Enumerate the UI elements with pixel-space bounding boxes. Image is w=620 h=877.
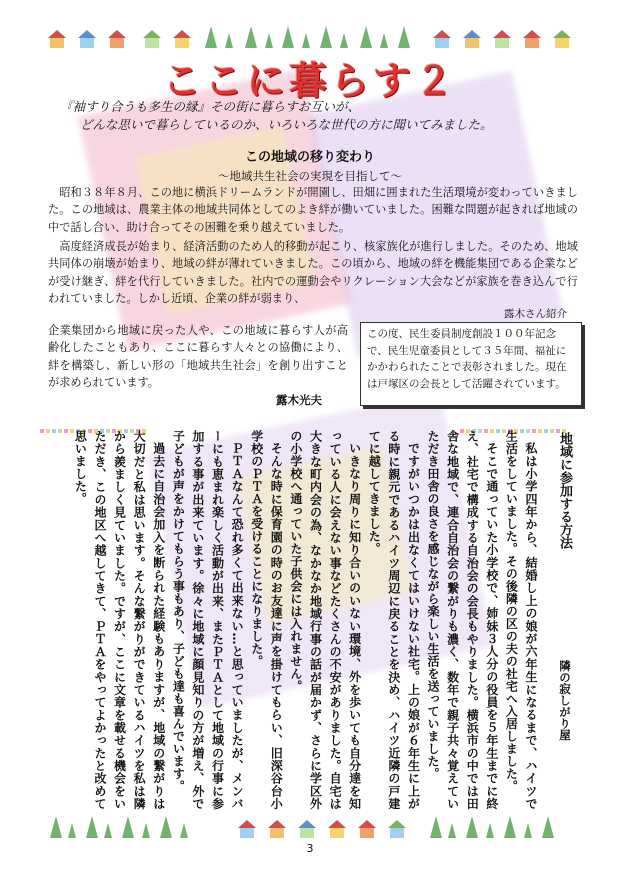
house-icon	[240, 828, 254, 838]
paragraph-2: 高度経済成長が始まり、経済活動のため人的移動が起こり、核家族化が進行しました。そのため、地域共同体の崩壊が始まり、地域の絆が薄れていきました。この頃から、地域の絆を機能集団である企業などが受け継ぎ、絆を代行していきました。社内での運動会やリクレーション大会などが家族を巻き込んで行われていました。しかし近頃、企業の絆が弱まり、	[48, 240, 578, 306]
section2-heading: 地域に参加する方法	[557, 432, 572, 549]
tree-icon	[448, 823, 456, 838]
house-icon	[555, 38, 569, 48]
lead-line-1: 『袖すり合うも多生の縁』その街に暮らすお互いが、	[60, 99, 361, 114]
vparagraph-1: 私は小学四年から、結婚し上の娘が六年生になるまで、ハイツで生活をしていました。その後隣の区の夫の社宅へ入居しました。	[504, 430, 538, 810]
vertical-article-text	[48, 430, 540, 810]
tree-icon	[142, 823, 150, 838]
house-icon	[525, 38, 539, 48]
tree-icon	[340, 33, 348, 48]
tree-icon	[320, 26, 332, 48]
paragraph-3: 企業集団から地域に戻った人や、この地域に暮らす人が高齢化したこともあり、ここに暮らす人々との協働により、絆を構築し、新しい形の「地域共生社会」を創り出すことが求められています。	[48, 324, 348, 390]
tree-icon	[122, 816, 134, 838]
house-icon	[360, 828, 374, 838]
tree-icon	[360, 26, 372, 48]
house-icon	[175, 38, 189, 48]
tree-icon	[282, 26, 294, 48]
tree-icon	[225, 33, 233, 48]
tree-icon	[504, 816, 516, 838]
tree-icon	[524, 823, 532, 838]
house-icon	[330, 828, 344, 838]
tree-icon	[265, 33, 273, 48]
vparagraph-5: そんな時に保育園の時のお友達に声を掛けてもらい、旧深谷台小学校のＰＴＡを受けることになりました。	[249, 430, 284, 810]
house-icon	[145, 38, 159, 48]
vparagraph-6: ＰＴＡなんて恐れ多くて出来ない…と思っていましたが、メンバーにも恵まれ楽しく活動が出来、またＰＴＡとして地域の行事に参加する事が出来ています。徐々に地域に顔見知りの方が増え、外で子どもが声をかけてもらう事もあり、子ども達も喜んでいます。	[171, 430, 245, 811]
house-icon	[390, 828, 404, 838]
tree-icon	[430, 816, 442, 838]
vertical-article	[48, 430, 540, 810]
house-icon	[270, 828, 284, 838]
vparagraph-2: そこで通っていた小学校で、姉妹３人分の役員を５年生までに終え、社宅で構成する自治会の会長もやりました。横浜市の中では田舎な地域で、連合自治会の繋がりも濃く、数年で親子共々覚えていただき田舎の良さを感じながら楽しい生活を送っていました。	[426, 430, 499, 811]
tree-icon	[86, 816, 98, 838]
profile-caption: 露木さん紹介	[504, 308, 567, 320]
tree-icon	[486, 823, 494, 838]
tree-icon	[466, 816, 478, 838]
top-decoration	[50, 18, 570, 48]
tree-icon	[50, 816, 62, 838]
profile-text: この度、民生委員制度創設１００年記念で、民生児童委員として３５年間、福祉にかかわられたことで表彰されました。現在は戸塚区の会長として活躍されています。	[367, 328, 567, 390]
vparagraph-3: ですがいつかは出なくてはいけない社宅。上の娘が６年生に上がる時に親元であるハイツ周辺に戻ることを決め、ハイツ近隣の戸建てに越してきました。	[367, 430, 421, 810]
vparagraph-4: いきなり周りに知り合いのいない環境、外を歩いても自分達を知っている人に会えない事などたくさんの不安がありました。自宅は大きな町内会の為、なかなか地域行事の話が届かず、さらに学区外の小学校へ通っていた子供会には入れません。	[288, 430, 362, 810]
page-title: ここに暮らす２	[162, 58, 457, 103]
lead-line-2: どんな思いで暮らしているのか、いろいろな世代の方に聞いてみました。	[80, 117, 493, 132]
page-number: 3	[306, 842, 314, 855]
house-icon	[495, 38, 509, 48]
author-name: 露木光夫	[276, 393, 322, 407]
tree-icon	[398, 26, 410, 48]
dotted-divider-left	[40, 418, 148, 422]
house-icon	[80, 38, 94, 48]
tree-icon	[180, 823, 188, 838]
section-heading: この地域の移り変わり	[244, 150, 375, 165]
tree-icon	[205, 26, 217, 48]
vparagraph-7: 過去に自治会加入を断られた経験もありますが、地域の繋がりは大切だと私は思います。そんな繋がりができているハイツを私は隣から羨ましく見ていました。ですが、ここに文章を載せる機会をいただき、この地区へ越してきて、ＰＴＡをやってよかったと改めて思いました。	[73, 430, 166, 810]
house-icon	[465, 38, 479, 48]
tree-icon	[68, 823, 76, 838]
tree-icon	[542, 816, 554, 838]
house-icon	[435, 38, 449, 48]
bottom-decoration	[50, 808, 570, 838]
house-icon	[300, 828, 314, 838]
tree-icon	[104, 823, 112, 838]
tree-icon	[245, 26, 257, 48]
tree-icon	[380, 33, 388, 48]
section2-author: 隣の寂しがり屋	[558, 660, 572, 741]
tree-icon	[302, 33, 310, 48]
dotted-divider-right	[460, 418, 568, 422]
section-subtitle: ～地域共生社会の実現を目指して～	[218, 169, 402, 183]
tree-icon	[160, 816, 172, 838]
profile-box	[360, 322, 582, 406]
paragraph-1: 昭和３８年８月、この地に横浜ドリームランドが開園し、田畑に囲まれた生活環境が変わっていきました。この地域は、農業主体の地域共同体としてのよき絆が働いていました。困難な問題が起きれば地域の中で話し合い、助け合ってその困難を乗り越えていました。	[48, 186, 578, 234]
house-icon	[110, 38, 124, 48]
house-icon	[50, 38, 64, 48]
